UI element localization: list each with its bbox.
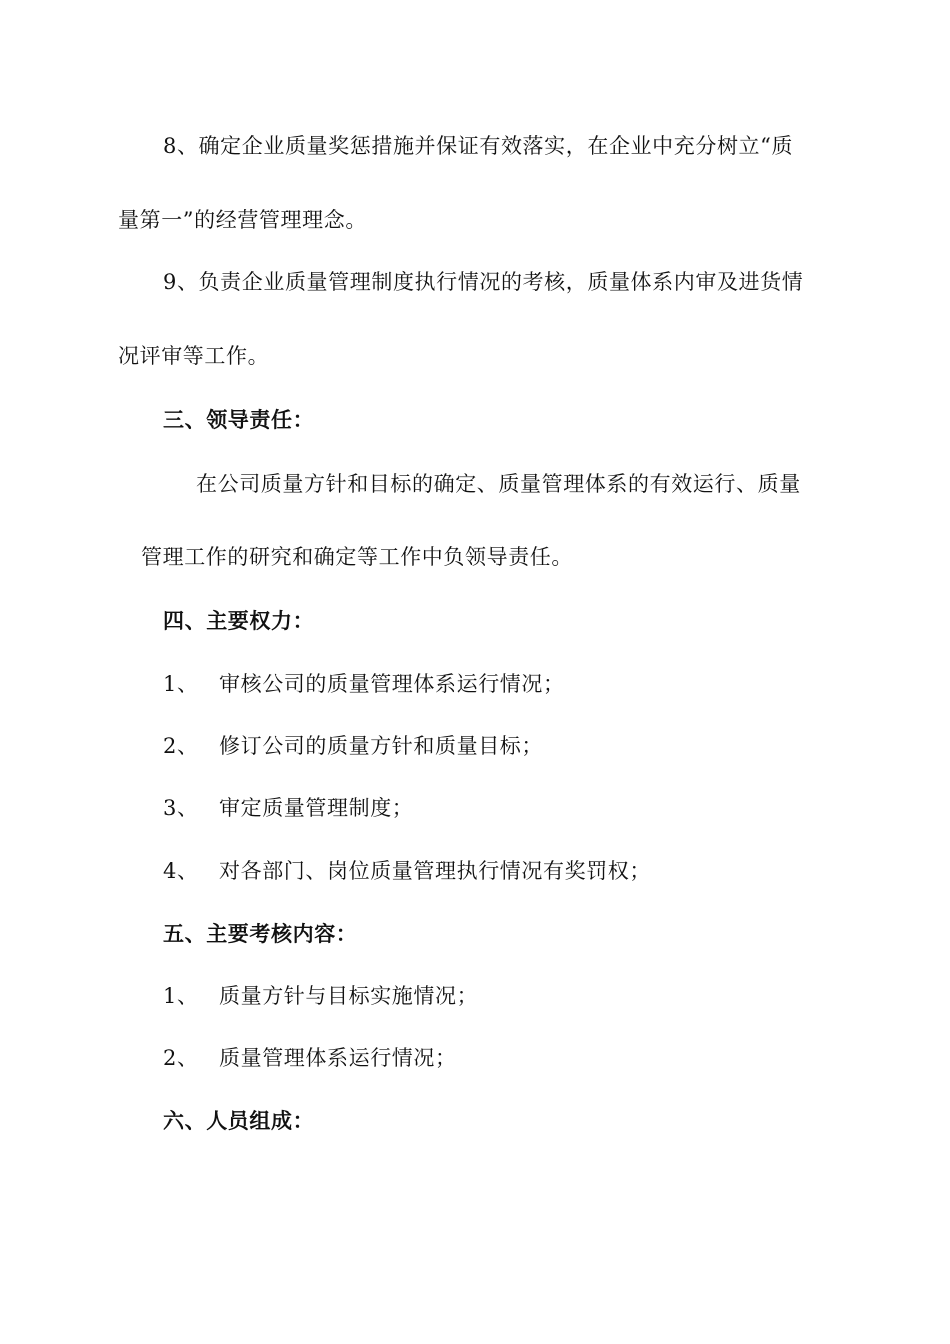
item-number: 3、: [163, 796, 199, 820]
section-4-item: [163, 794, 413, 822]
section-4-item: [163, 857, 651, 885]
section-5-item: [163, 1044, 457, 1072]
section-5-item: [163, 982, 478, 1010]
item-number: 1、: [163, 984, 199, 1008]
section-6-heading: 六、人员组成：: [163, 1109, 315, 1133]
section-5-heading: 五、主要考核内容：: [163, 922, 358, 946]
section-4-heading: 四、主要权力：: [163, 609, 315, 633]
item-text: 对各部门、岗位质量管理执行情况有奖罚权；: [219, 859, 651, 883]
paragraph-8-line-1: 8、确定企业质量奖惩措施并保证有效落实，在企业中充分树立“质: [163, 134, 794, 158]
section-3-heading: 三、领导责任：: [163, 408, 315, 432]
item-number: 2、: [163, 734, 199, 758]
item-number: 4、: [163, 859, 199, 883]
section-4-item: [163, 732, 543, 760]
section-3-body-line-2: 管理工作的研究和确定等工作中负领导责任。: [141, 545, 573, 569]
item-text: 审核公司的质量管理体系运行情况；: [219, 672, 565, 696]
section-4-item: [163, 670, 565, 698]
item-text: 审定质量管理制度；: [219, 796, 414, 820]
paragraph-8-line-2: 量第一”的经营管理理念。: [118, 208, 367, 232]
item-text: 修订公司的质量方针和质量目标；: [219, 734, 543, 758]
item-number: 1、: [163, 672, 199, 696]
paragraph-9-line-1: 9、负责企业质量管理制度执行情况的考核，质量体系内审及进货情: [163, 270, 804, 294]
paragraph-9-line-2: 况评审等工作。: [118, 344, 270, 368]
section-3-body-line-1: 在公司质量方针和目标的确定、质量管理体系的有效运行、质量: [196, 472, 801, 496]
item-text: 质量管理体系运行情况；: [219, 1046, 457, 1070]
item-number: 2、: [163, 1046, 199, 1070]
item-text: 质量方针与目标实施情况；: [219, 984, 479, 1008]
